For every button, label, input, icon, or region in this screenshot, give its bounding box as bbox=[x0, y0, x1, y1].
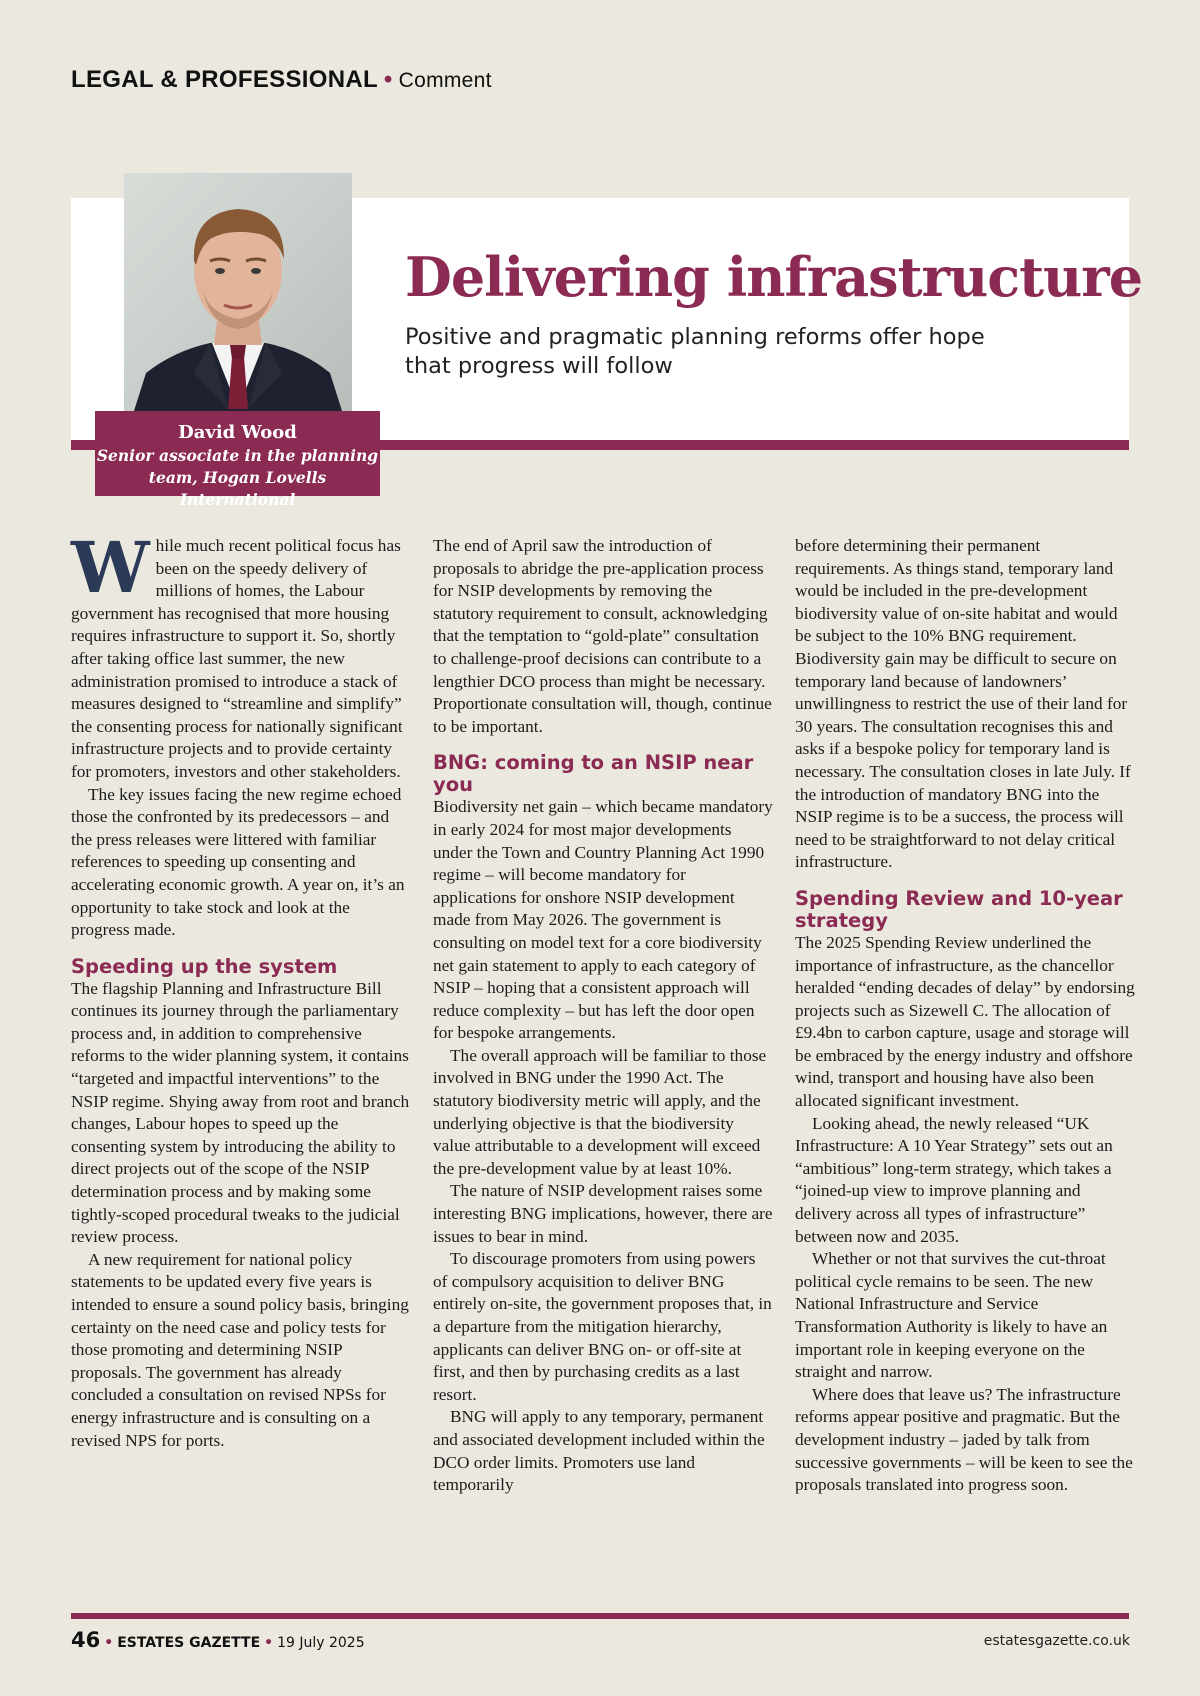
section-header bbox=[71, 66, 492, 94]
author-role: Senior associate in the planning team, Hogan Lovells International bbox=[96, 446, 379, 509]
body-paragraph: The end of April saw the introduction of proposals to abridge the pre-application process for NSIP developments by removing the statutory requirement to consult, acknowledging that the temptation to “gold-plate” consultation to challenge-proof decisions can contribute to a lengthier DCO process than might be necessary. Proportionate consultation will, though, continue to be important. bbox=[433, 536, 772, 736]
body-paragraph: hile much recent political focus has been on the speedy delivery of millions of homes, the Labour government has recognised that more housing requires infrastructure to support it. So, shortly after taking office last summer, the new administration promised to introduce a stack of measures designed to “streamline and simplify” the consenting process for nationally significant infrastructure projects and to provide certainty for promoters, investors and other stakeholders. bbox=[71, 536, 403, 781]
body-paragraph: To discourage promoters from using powers of compulsory acquisition to deliver BNG entirely on-site, the government proposes that, in a departure from the mitigation hierarchy, applicants can deliver BNG on- or off-site at first, and then by purchasing credits as a last resort. bbox=[433, 1249, 772, 1404]
footer-separator: • bbox=[264, 1635, 274, 1651]
footer-folio bbox=[71, 1628, 365, 1652]
author-photo bbox=[124, 173, 352, 411]
body-paragraph: The 2025 Spending Review underlined the importance of infrastructure, as the chancellor heralded “ending decades of delay” by endorsing projects such as Sizewell C. The allocation of £9.4bn to carbon capture, usage and storage will be embraced by the energy industry and offshore wind, transport and housing have also been allocated significant investment. bbox=[795, 932, 1135, 1111]
body-paragraph: The overall approach will be familiar to those involved in BNG under the 1990 Act. The statutory biodiversity metric will apply, and the underlying objective is that the biodiversity value attributable to a development will exceed the pre-development value by at least 10%. bbox=[433, 1045, 767, 1178]
section-separator: • bbox=[383, 66, 393, 93]
author-name: David Wood bbox=[178, 422, 297, 443]
subheading: Spending Review and 10-year strategy bbox=[795, 886, 1123, 932]
body-paragraph: BNG will apply to any temporary, permanent and associated development included within the DCO order limits. Promoters use land temporarily bbox=[433, 1407, 765, 1495]
subheading: BNG: coming to an NSIP near you bbox=[433, 751, 754, 797]
article-column-3 bbox=[795, 535, 1135, 1497]
footer-separator: • bbox=[104, 1635, 114, 1651]
section-label: LEGAL & PROFESSIONAL bbox=[71, 66, 378, 93]
page-number: 46 bbox=[71, 1628, 101, 1652]
article-column-1 bbox=[71, 526, 411, 1452]
issue-date: 19 July 2025 bbox=[277, 1635, 365, 1651]
body-paragraph: The key issues facing the new regime echoed those the confronted by its predecessors – and the press releases were littered with familiar references to speeding up consenting and accelerating economic growth. A year on, it’s an opportunity to take stock and look at the progress made. bbox=[71, 784, 405, 940]
body-paragraph: Whether or not that survives the cut-throat political cycle remains to be seen. The new National Infrastructure and Service Transformation Authority is likely to have an important role in keeping everyone on the straight and narrow. bbox=[795, 1249, 1108, 1382]
body-paragraph: The flagship Planning and Infrastructure Bill continues its journey through the parliamentary process and, in addition to comprehensive reforms to the wider planning system, it contains “targeted and impactful interventions” to the NSIP regime. Shying away from root and branch changes, Labour hopes to speed up the consenting system by introducing the ability to direct projects out of the scope of the NSIP determination process and by making some tightly-scoped procedural tweaks to the judicial review process. bbox=[71, 978, 410, 1247]
article-headline: Delivering infrastructure bbox=[405, 245, 1143, 309]
website-link[interactable]: estatesgazette.co.uk bbox=[983, 1633, 1130, 1649]
body-paragraph: Where does that leave us? The infrastructure reforms appear positive and pragmatic. But the development industry – jaded by talk from successive governments – will be keen to see the proposals translated into progress soon. bbox=[795, 1384, 1133, 1495]
author-byline bbox=[95, 411, 380, 509]
body-paragraph: The nature of NSIP development raises some interesting BNG implications, however, there are issues to bear in mind. bbox=[433, 1181, 773, 1246]
article-standfirst: Positive and pragmatic planning reforms offer hope that progress will follow bbox=[405, 324, 985, 379]
article-column-2 bbox=[433, 535, 773, 1497]
subheading: Speeding up the system bbox=[71, 954, 338, 978]
subsection-label: Comment bbox=[398, 69, 492, 92]
body-paragraph: A new requirement for national policy statements to be updated every five years is intended to ensure a sound policy basis, bringing certainty on the need case and policy tests for those promoting and determining NSIP proposals. The government has already concluded a consultation on revised NPSs for energy infrastructure and is consulting on a revised NPS for ports. bbox=[71, 1249, 409, 1450]
body-paragraph: Biodiversity net gain – which became mandatory in early 2024 for most major developments under the Town and Country Planning Act 1990 regime – will become mandatory for applications for onshore NSIP development made from May 2026. The government is consulting on model text for a core biodiversity net gain statement to apply to each category of NSIP – hoping that a consistent approach will reduce complexity – but has left the door open for bespoke arrangements. bbox=[433, 797, 773, 1043]
drop-cap: W bbox=[71, 526, 150, 609]
footer-rule bbox=[71, 1613, 1129, 1619]
publication-name: ESTATES GAZETTE bbox=[117, 1635, 261, 1651]
body-paragraph: before determining their permanent requirements. As things stand, temporary land would be included in the pre-development biodiversity value of on-site habitat and would be subject to the 10% BNG requirement. Biodiversity gain may be difficult to secure on temporary land because of landowners’ unwillingness to restrict the use of their land for 30 years. The consultation recognises this and asks if a bespoke policy for temporary land is necessary. The consultation closes in late July. If the introduction of mandatory BNG into the NSIP regime is to be a success, the process will need to be straightforward to not delay critical infrastructure. bbox=[795, 536, 1131, 872]
body-paragraph: Looking ahead, the newly released “UK Infrastructure: A 10 Year Strategy” sets out an “ambitious” long-term strategy, which takes a “joined-up view to improve planning and delivery across all types of infrastructure” between now and 2035. bbox=[795, 1113, 1113, 1246]
